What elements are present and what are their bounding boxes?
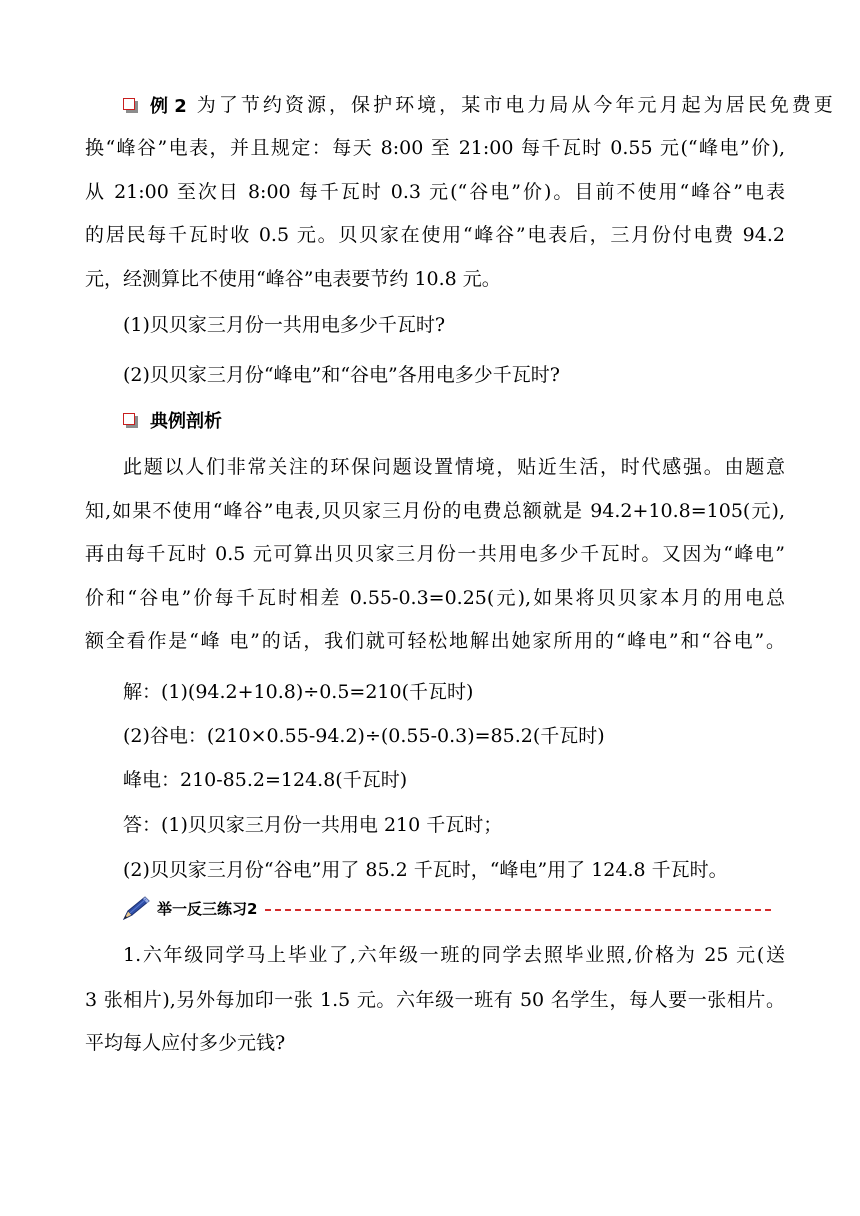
solution-line: (2)谷电：(210×0.55-94.2)÷(0.55-0.3)=85.2(千瓦时): [123, 725, 605, 747]
solution-line: 解：(1)(94.2+10.8)÷0.5=210(千瓦时): [123, 681, 474, 703]
example-label: 例 2: [150, 96, 187, 117]
analysis-heading-row: [123, 408, 222, 432]
solution-line: (2)贝贝家三月份“谷电”用了 85.2 千瓦时，“峰电”用了 124.8 千瓦时。: [123, 859, 728, 881]
dashed-divider: [265, 909, 771, 911]
question-1: (1)贝贝家三月份一共用电多少千瓦时?: [123, 314, 446, 336]
question-2: (2)贝贝家三月份“峰电”和“谷电”各用电多少千瓦时?: [123, 364, 560, 386]
pencil-icon: [121, 895, 151, 921]
example-line: 元，经测算比不使用“峰谷”电表要节约 10.8 元。: [85, 268, 501, 290]
analysis-line: 价和“谷电”价每千瓦时相差 0.55-0.3=0.25(元),如果将贝贝家本月的用电总: [85, 587, 785, 609]
practice-line: 1.六年级同学马上毕业了,六年级一班的同学去照毕业照,价格为 25 元(送: [123, 944, 785, 966]
example-line: 为了节约资源，保护环境，某市电力局从今年元月起为居民免费更: [196, 94, 833, 116]
red-square-bullet-icon: [123, 413, 138, 428]
example-line: 换“峰谷”电表，并且规定：每天 8:00 至 21:00 每千瓦时 0.55 元(“峰电”价),: [85, 137, 785, 159]
red-square-bullet-icon: [123, 98, 138, 113]
analysis-line: 知,如果不使用“峰谷”电表,贝贝家三月份的电费总额就是 94.2+10.8=105(元),: [85, 500, 785, 522]
solution-line: 峰电：210-85.2=124.8(千瓦时): [123, 769, 408, 791]
solution-line: 答：(1)贝贝家三月份一共用电 210 千瓦时；: [123, 814, 503, 836]
analysis-line: 此题以人们非常关注的环保问题设置情境，贴近生活，时代感强。由题意: [123, 456, 785, 478]
example-line: 的居民每千瓦时收 0.5 元。贝贝家在使用“峰谷”电表后，三月份付电费 94.2: [85, 224, 785, 246]
example-line: 从 21:00 至次日 8:00 每千瓦时 0.3 元(“谷电”价)。目前不使用“峰谷”电表: [85, 181, 785, 203]
analysis-line: 额全看作是“峰 电”的话，我们就可轻松地解出她家所用的“峰电”和“谷电”。: [85, 630, 785, 652]
practice-line: 3 张相片),另外每加印一张 1.5 元。六年级一班有 50 名学生，每人要一张相片。: [85, 989, 785, 1011]
example-heading-row: [123, 93, 833, 117]
practice-line: 平均每人应付多少元钱?: [85, 1032, 286, 1054]
practice-title: 举一反三练习2: [157, 899, 258, 918]
analysis-line: 再由每千瓦时 0.5 元可算出贝贝家三月份一共用电多少千瓦时。又因为“峰电”: [85, 543, 785, 565]
practice-heading-row: [121, 895, 771, 921]
analysis-heading: 典例剖析: [150, 411, 222, 432]
